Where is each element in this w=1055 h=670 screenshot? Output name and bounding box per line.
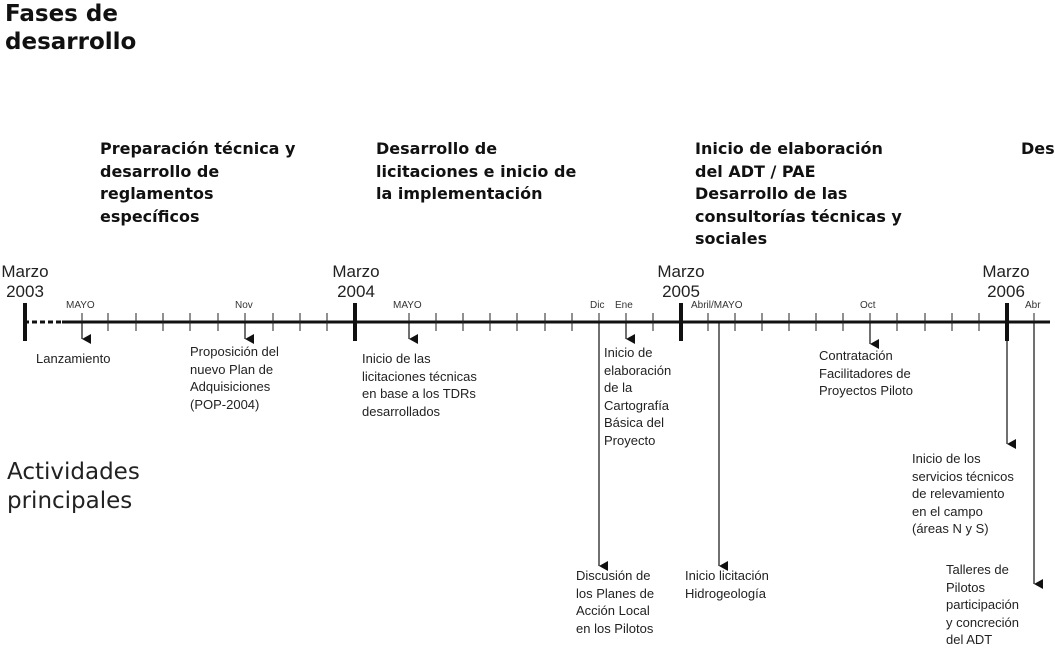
- activity-lanzamiento: Lanzamiento: [36, 351, 111, 366]
- phase-4-label: Des: [1021, 139, 1055, 158]
- year-label-2005: Marzo 2005: [657, 262, 705, 301]
- year-label-2004: Marzo 2004: [332, 262, 380, 301]
- activity-facilitadores: Contratación Facilitadores de Proyectos Piloto: [819, 348, 913, 398]
- phase-2-label: Desarrollo de licitaciones e inicio de la implementación: [376, 139, 577, 203]
- activity-cartografia: Inicio de elaboración de la Cartografía Básica del Proyecto: [604, 345, 672, 448]
- year-label-2003: Marzo 2003: [1, 262, 49, 301]
- activity-servicios-tecnicos: Inicio de los servicios técnicos de relevamiento en el campo (áreas N y S): [912, 451, 1014, 536]
- month-label: MAYO: [66, 300, 95, 311]
- year-label-2006: Marzo 2006: [982, 262, 1030, 301]
- phase-3-label: Inicio de elaboración del ADT / PAE Desarrollo de las consultorías técnicas y sociales: [695, 139, 902, 248]
- month-label: Dic: [590, 300, 605, 311]
- activity-pop-2004: Proposición del nuevo Plan de Adquisiciones (POP-2004): [190, 344, 279, 412]
- month-label: Abril/MAYO: [691, 300, 743, 311]
- month-label: Abr: [1025, 300, 1041, 311]
- month-label: Ene: [615, 300, 633, 311]
- diagram-title: Fases de desarrollo: [5, 1, 137, 55]
- activity-licitaciones: Inicio de las licitaciones técnicas en base a los TDRs desarrollados: [362, 351, 477, 419]
- side-label-actividades: Actividades principales: [7, 459, 140, 514]
- month-label: Oct: [860, 300, 876, 311]
- activity-planes-accion: Discusión de los Planes de Acción Local en los Pilotos: [576, 568, 655, 636]
- month-label: Nov: [235, 300, 253, 311]
- activity-hidrogeologia: Inicio licitación Hidrogeología: [685, 568, 769, 601]
- activity-talleres: Talleres de Pilotos participación y concreción del ADT: [946, 562, 1019, 647]
- phase-1-label: Preparación técnica y desarrollo de reglamentos específicos: [100, 139, 296, 226]
- month-label: MAYO: [393, 300, 422, 311]
